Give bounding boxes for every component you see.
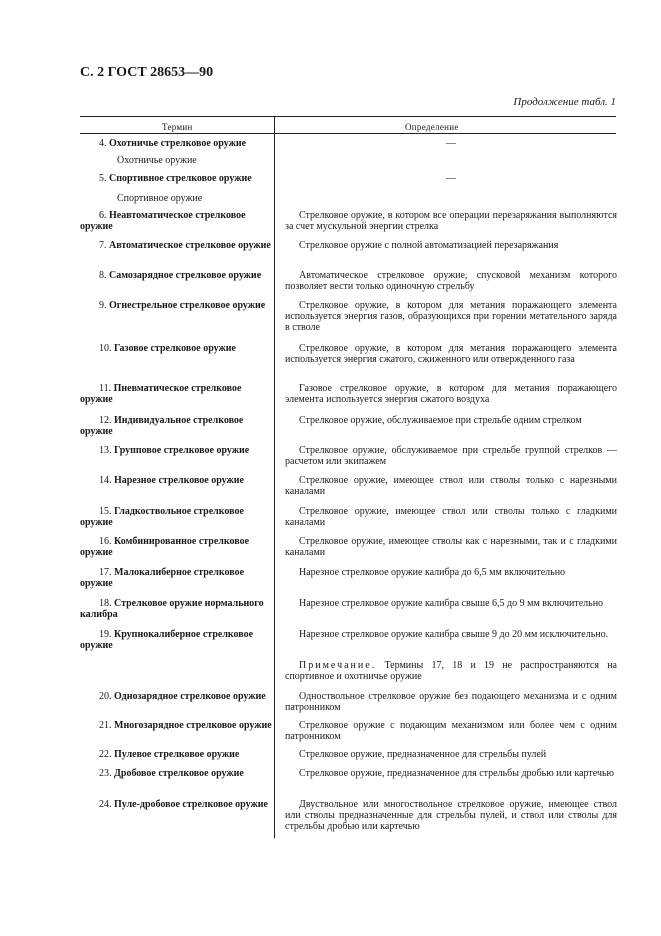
definition-cell (285, 598, 617, 609)
term-number: 4. (99, 138, 107, 149)
term-cell (80, 270, 272, 281)
definition-cell (285, 343, 617, 365)
definition-text: Газовое стрелковое оружие, в котором для метания поражающего элемента используется энергия сжатого воздуха (285, 383, 617, 406)
definition-text: Стрелковое оружие, предназначенное для стрельбы дробью или картечью (299, 768, 615, 779)
table-top-rule (80, 116, 616, 117)
term-cell (80, 768, 272, 779)
definition-text: Нарезное стрелковое оружие калибра до 6,5 мм включительно (299, 567, 566, 578)
term-number: 22. (99, 749, 112, 760)
term-text: Дробовое стрелковое оружие (114, 768, 244, 779)
definition-cell (285, 240, 617, 251)
definition-text: Стрелковое оружие, имеющее стволы как с нарезными, так и с гладкими каналами (285, 536, 617, 559)
term-text: Пневматическое стрелковое оружие (80, 383, 242, 406)
definition-text: Стрелковое оружие, обслуживаемое при стрельбе одним стрелком (299, 415, 582, 426)
term-cell (80, 536, 272, 558)
term-number: 14. (99, 475, 112, 486)
definition-cell (285, 383, 617, 405)
term-text: Охотничье оружие (117, 155, 197, 166)
term-number: 15. (99, 506, 112, 517)
term-text: Многозарядное стрелковое оружие (114, 720, 272, 731)
definition-cell (285, 173, 617, 184)
term-number: 12. (99, 415, 112, 426)
definition-cell (285, 629, 617, 640)
term-cell (80, 210, 272, 232)
term-number: 17. (99, 567, 112, 578)
term-cell (80, 155, 277, 166)
term-text: Спортивное оружие (117, 193, 203, 204)
definition-text: Двуствольное или многоствольное стрелковое оружие, имеющее ствол или стволы предназначенные для стрельбы пулей, и ствол или стволы для стрельбы дробью или картечью (285, 799, 617, 833)
term-text: Охотничье стрелковое оружие (109, 138, 247, 149)
term-cell (80, 343, 272, 354)
term-number: 19. (99, 629, 112, 640)
definition-text: Стрелковое оружие, имеющее ствол или стволы только с гладкими каналами (285, 506, 617, 529)
term-text: Индивидуальное стрелковое оружие (80, 415, 244, 438)
term-number: 6. (99, 210, 107, 221)
definition-cell (285, 506, 617, 528)
definition-cell (285, 536, 617, 558)
definition-cell (285, 720, 617, 742)
term-text: Огнестрельное стрелковое оружие (109, 300, 266, 311)
page-header: С. 2 ГОСТ 28653—90 (80, 65, 214, 80)
term-cell (80, 445, 272, 456)
term-number: 10. (99, 343, 112, 354)
definition-text: Стрелковое оружие, обслуживаемое при стрельбе группой стрелков — расчетом или экипажем (285, 445, 617, 468)
term-number: 9. (99, 300, 107, 311)
column-header-term: Термин (162, 122, 193, 132)
term-text: Автоматическое стрелковое оружие (109, 240, 271, 251)
definition-cell (285, 475, 617, 497)
term-text: Групповое стрелковое оружие (114, 445, 250, 456)
term-number: 11. (99, 383, 112, 394)
definition-text: Стрелковое оружие с подающим механизмом или более чем с одним патронником (285, 720, 617, 743)
definition-text: Стрелковое оружие, имеющее ствол или стволы только с нарезными каналами (285, 475, 617, 498)
term-cell (80, 629, 272, 651)
term-cell (80, 173, 272, 184)
definition-cell (285, 567, 617, 578)
term-number: 24. (99, 799, 112, 810)
term-text: Стрелковое оружие нормального калибра (80, 598, 264, 621)
term-cell (80, 567, 272, 589)
term-text: Пуле-дробовое стрелковое оружие (114, 799, 268, 810)
term-number: 13. (99, 445, 112, 456)
definition-text: Стрелковое оружие, предназначенное для стрельбы пулей (299, 749, 547, 760)
definition-cell (285, 445, 617, 467)
definition-cell (285, 270, 617, 292)
definition-text: Одноствольное стрелковое оружие без подающего механизма и с одним патронником (285, 691, 617, 714)
term-text: Крупнокалиберное стрелковое оружие (80, 629, 254, 652)
term-cell (80, 720, 272, 731)
column-divider (274, 116, 275, 838)
definition-cell (285, 768, 617, 779)
definition-text: Стрелковое оружие, в котором для метания поражающего элемента используется энергия газов, образующихся при горении метательного заряда в стволе (285, 300, 617, 334)
definition-text: Стрелковое оружие, в котором для метания поражающего элемента используется энергия сжатого, сжиженного или отвержденного газа (285, 343, 617, 366)
term-text: Самозарядное стрелковое оружие (109, 270, 262, 281)
term-cell (80, 598, 272, 620)
term-number: 7. (99, 240, 107, 251)
definition-text: — (446, 138, 456, 149)
definition-text: — (446, 173, 456, 184)
note-label: Примечание. (299, 660, 377, 671)
definition-text: Автоматическое стрелковое оружие, спусковой механизм которого позволяет вести только одиночную стрельбу (285, 270, 617, 293)
term-text: Малокалиберное стрелковое оружие (80, 567, 245, 590)
column-header-definition: Определение (405, 122, 459, 132)
term-cell (80, 691, 272, 702)
definition-cell (285, 138, 617, 149)
term-number: 18. (99, 598, 112, 609)
definition-text: Нарезное стрелковое оружие калибра свыше 9 до 20 мм исключительно. (299, 629, 609, 640)
term-cell (80, 415, 272, 437)
definition-cell (285, 300, 617, 334)
term-cell (80, 138, 272, 149)
term-number: 23. (99, 768, 112, 779)
table-continuation-label: Продолжение табл. 1 (513, 96, 616, 108)
term-number: 5. (99, 173, 107, 184)
definition-text: Термины 17, 18 и 19 не распространяются на спортивное и охотничье оружие (285, 660, 617, 683)
term-cell (80, 383, 272, 405)
definition-cell (285, 691, 617, 713)
term-number: 16. (99, 536, 112, 547)
term-cell (80, 240, 272, 251)
term-text: Газовое стрелковое оружие (114, 343, 236, 354)
term-text: Пулевое стрелковое оружие (114, 749, 240, 760)
term-cell (80, 193, 277, 204)
term-cell (80, 799, 272, 810)
term-cell (80, 749, 272, 760)
term-text: Однозарядное стрелковое оружие (114, 691, 266, 702)
term-cell (80, 475, 272, 486)
definition-cell (285, 415, 617, 426)
term-number: 20. (99, 691, 112, 702)
term-cell (80, 300, 272, 311)
term-text: Спортивное стрелковое оружие (109, 173, 252, 184)
definition-text: Стрелковое оружие, в котором все операции перезаряжания выполняются за счет мускульной энергии стрелка (285, 210, 617, 233)
definition-text: Нарезное стрелковое оружие калибра свыше 6,5 до 9 мм включительно (299, 598, 604, 609)
term-number: 21. (99, 720, 112, 731)
term-text: Нарезное стрелковое оружие (114, 475, 244, 486)
term-number: 8. (99, 270, 107, 281)
term-text: Гладкоствольное стрелковое оружие (80, 506, 244, 529)
term-text: Неавтоматическое стрелковое оружие (80, 210, 246, 233)
term-text: Комбинированное стрелковое оружие (80, 536, 250, 559)
term-cell (80, 506, 272, 528)
table-header-rule (80, 133, 616, 134)
definition-cell (285, 749, 617, 760)
definition-cell (285, 660, 617, 682)
definition-text: Стрелковое оружие с полной автоматизацией перезаряжания (299, 240, 559, 251)
definition-cell (285, 210, 617, 232)
definition-cell (285, 799, 617, 833)
